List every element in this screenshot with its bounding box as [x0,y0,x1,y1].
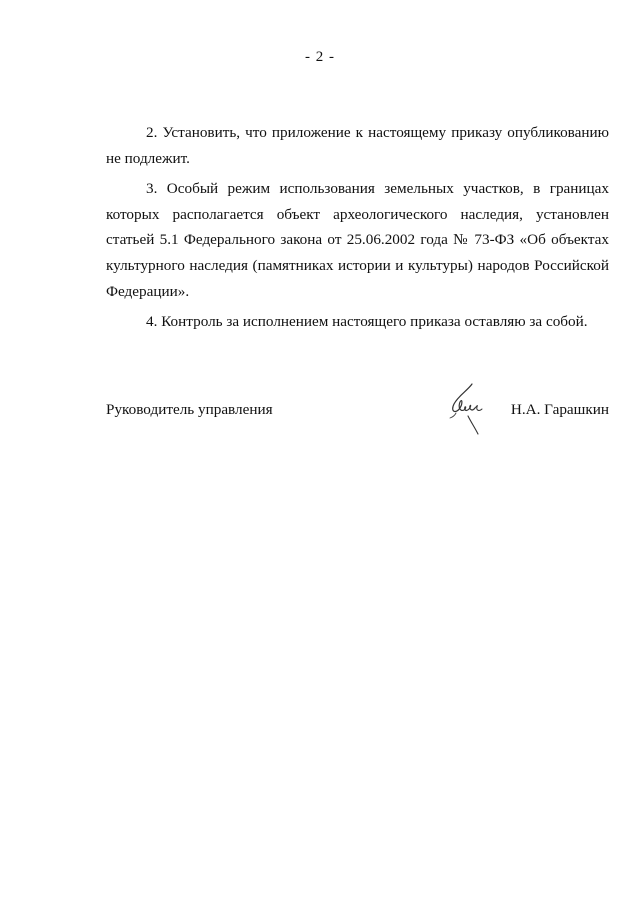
signer-name: Н.А. Гарашкин [510,401,609,418]
signature-block [106,400,609,460]
signer-position: Руководитель управления [106,401,273,418]
paragraph-4: 4. Контроль за исполнением настоящего приказа оставляю за собой. [146,313,588,331]
document-body [106,120,609,340]
paragraph-2: 2. Установить, что приложение к настоящему приказу опубликованию не подлежит. [106,124,609,167]
page-number: - 2 - [305,49,335,65]
handwritten-signature [444,382,488,444]
paragraph-3: 3. Особый режим использования земельных участков, в границах которых располагается объект археологического наследия, установлен статьей 5.1 Федерального закона от 25.06.2002 года № 73-ФЗ «Об объектах культурного наследия (памятниках истории и культуры) народов Российской Федерации». [106,180,609,300]
